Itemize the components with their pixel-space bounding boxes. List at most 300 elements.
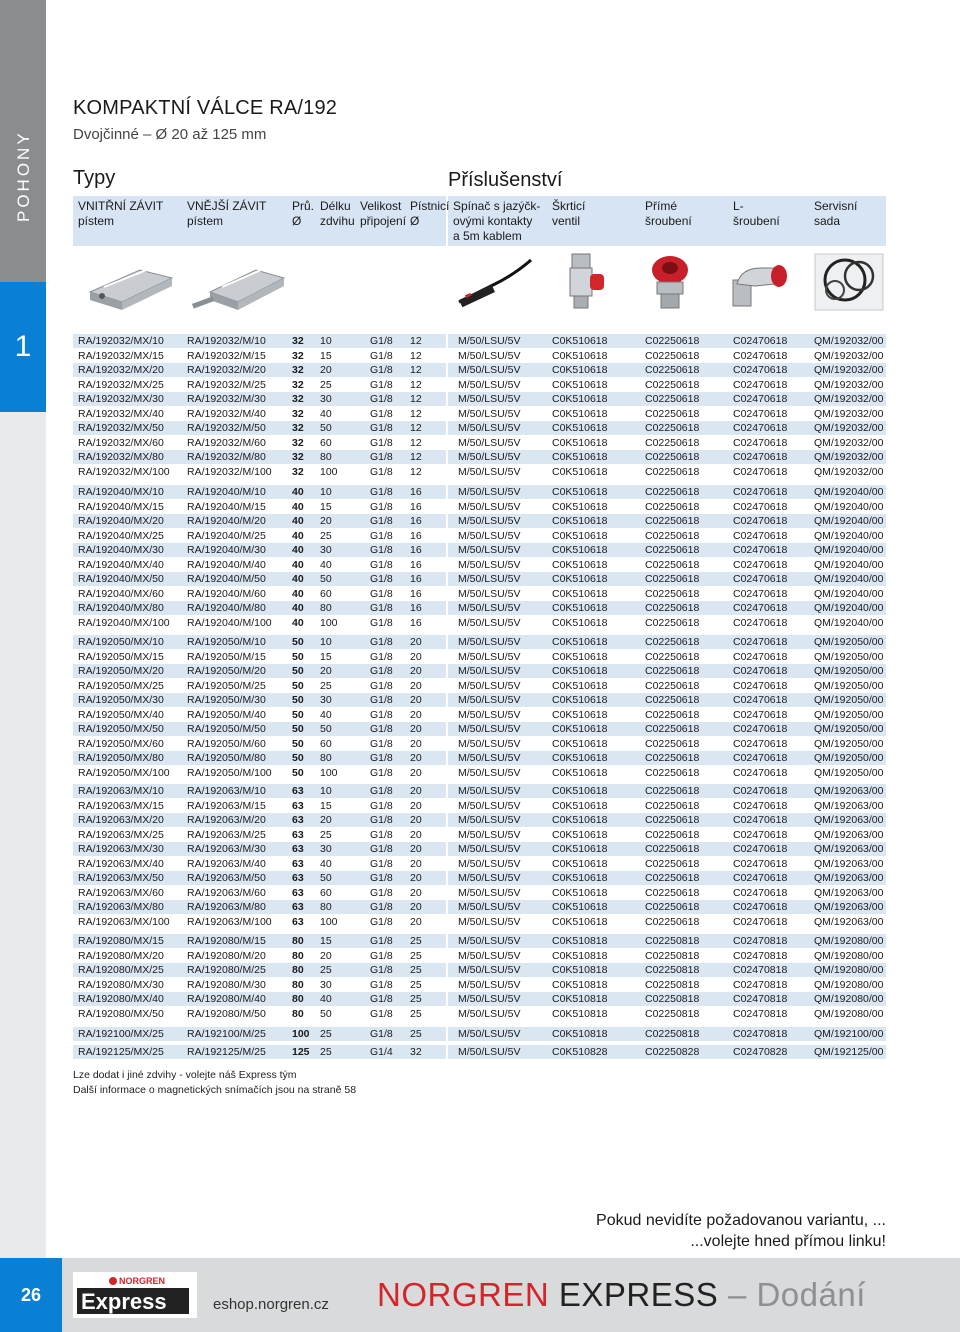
table-cell: C02470618 (733, 843, 788, 855)
table-cell: QM/192032/00 (814, 335, 884, 347)
table-cell: M/50/LSU/5V (458, 587, 521, 600)
table-cell: C0K510828 (552, 1046, 608, 1058)
table-cell: M/50/LSU/5V (458, 843, 521, 855)
table-cell: C02470618 (733, 872, 788, 884)
table-cell: C0K510818 (552, 964, 608, 976)
table-cell: QM/192100/00 (814, 1028, 884, 1040)
table-cell: QM/192050/00 (814, 636, 884, 648)
table-cell: 100 (320, 915, 338, 928)
table-cell: 20 (410, 665, 422, 677)
table-cell: C0K510618 (552, 451, 608, 463)
table-cell: QM/192063/00 (814, 872, 884, 884)
table-cell: G1/8 (370, 949, 393, 962)
table-cell: M/50/LSU/5V (458, 694, 521, 706)
table-cell: M/50/LSU/5V (458, 393, 521, 405)
table-cell: RA/192040/MX/60 (78, 587, 164, 600)
table-cell: 32 (292, 393, 304, 405)
table-cell: 20 (410, 679, 422, 692)
table-cell: 20 (320, 814, 332, 826)
table-cell: C0K510618 (552, 636, 608, 648)
table-row (0, 992, 960, 1006)
table-row (0, 514, 960, 528)
table-cell: QM/192063/00 (814, 785, 884, 797)
table-cell: C0K510618 (552, 857, 608, 870)
table-row (0, 871, 960, 885)
table-cell: C02470618 (733, 886, 788, 899)
table-cell: M/50/LSU/5V (458, 799, 521, 812)
table-cell: C02470618 (733, 694, 788, 706)
table-row (0, 693, 960, 707)
table-cell: 40 (292, 486, 304, 498)
table-row (0, 436, 960, 450)
table-cell: 15 (320, 799, 332, 812)
table-cell: 50 (292, 636, 304, 648)
table-cell: RA/192063/MX/100 (78, 915, 170, 928)
table-cell: QM/192080/00 (814, 949, 884, 962)
table-cell: C02470618 (733, 544, 788, 556)
table-cell: G1/8 (370, 407, 393, 420)
table-cell: C0K510818 (552, 949, 608, 962)
table-cell: G1/8 (370, 650, 393, 663)
table-cell: C02470618 (733, 752, 788, 764)
table-cell: C02470618 (733, 515, 788, 527)
table-cell: RA/192032/M/60 (187, 436, 266, 449)
footer-slogan (377, 1276, 866, 1314)
col-internal-thread: VNITŘNÍ ZÁVIT pístem (78, 199, 164, 228)
table-cell: C02470618 (733, 349, 788, 362)
table-cell: C02470618 (733, 901, 788, 913)
table-cell: C0K510618 (552, 486, 608, 498)
table-cell: M/50/LSU/5V (458, 602, 521, 614)
table-cell: 80 (320, 451, 332, 463)
table-cell: M/50/LSU/5V (458, 1007, 521, 1020)
table-row (0, 363, 960, 377)
table-cell: 10 (320, 636, 332, 648)
table-cell: C02250818 (645, 1028, 700, 1040)
table-cell: 63 (292, 857, 304, 870)
table-cell: 32 (292, 407, 304, 420)
table-cell: QM/192063/00 (814, 799, 884, 812)
table-cell: RA/192080/MX/15 (78, 935, 164, 947)
table-row (0, 485, 960, 499)
table-cell: G1/8 (370, 378, 393, 391)
table-row (0, 543, 960, 557)
table-cell: 40 (320, 993, 332, 1005)
table-cell: M/50/LSU/5V (458, 935, 521, 947)
table-cell: 16 (410, 558, 422, 571)
table-cell: C02250618 (645, 886, 700, 899)
table-cell: G1/8 (370, 486, 393, 498)
table-cell: 20 (410, 843, 422, 855)
table-cell: 40 (320, 857, 332, 870)
table-row (0, 378, 960, 392)
table-row (0, 949, 960, 963)
table-cell: QM/192040/00 (814, 486, 884, 498)
table-row (0, 650, 960, 664)
table-cell: C0K510618 (552, 587, 608, 600)
table-cell: 60 (320, 886, 332, 899)
table-row (0, 784, 960, 798)
table-row (0, 915, 960, 929)
table-cell: 20 (320, 949, 332, 962)
notes (73, 1068, 356, 1098)
table-cell: C02470828 (733, 1046, 788, 1058)
table-cell: 40 (292, 515, 304, 527)
table-cell: 80 (292, 1007, 304, 1020)
table-cell: RA/192063/MX/60 (78, 886, 164, 899)
table-cell: RA/192050/M/20 (187, 665, 266, 677)
table-cell: RA/192125/M/25 (187, 1046, 266, 1058)
table-row (0, 421, 960, 435)
table-cell: 12 (410, 451, 422, 463)
table-cell: G1/8 (370, 349, 393, 362)
table-cell: RA/192040/M/25 (187, 529, 266, 542)
table-cell: C0K510618 (552, 843, 608, 855)
table-cell: RA/192050/M/60 (187, 737, 266, 750)
table-cell: G1/8 (370, 872, 393, 884)
table-cell: 50 (292, 752, 304, 764)
table-cell: G1/8 (370, 1028, 393, 1040)
table-cell: C02250618 (645, 650, 700, 663)
table-cell: C02250618 (645, 752, 700, 764)
slogan-delivery: – Dodání (727, 1276, 866, 1313)
table-cell: M/50/LSU/5V (458, 679, 521, 692)
table-cell: C02250618 (645, 349, 700, 362)
table-cell: 32 (292, 465, 304, 478)
table-row (0, 664, 960, 678)
table-cell: RA/192032/M/80 (187, 451, 266, 463)
table-cell: C0K510618 (552, 378, 608, 391)
table-cell: C02470618 (733, 451, 788, 463)
table-cell: C02250618 (645, 785, 700, 797)
table-cell: RA/192125/MX/25 (78, 1046, 164, 1058)
table-cell: M/50/LSU/5V (458, 636, 521, 648)
table-cell: 32 (292, 451, 304, 463)
table-cell: RA/192050/M/100 (187, 766, 272, 779)
table-cell: C02470618 (733, 587, 788, 600)
table-row (0, 842, 960, 856)
table-cell: 15 (320, 349, 332, 362)
table-cell: 32 (292, 364, 304, 376)
website-link[interactable]: eshop.norgren.cz (213, 1296, 329, 1313)
table-cell: C02470618 (733, 737, 788, 750)
table-cell: 50 (292, 694, 304, 706)
table-cell: 50 (292, 650, 304, 663)
table-cell: C02250818 (645, 978, 700, 991)
table-cell: 32 (292, 349, 304, 362)
table-cell: QM/192080/00 (814, 978, 884, 991)
table-cell: G1/8 (370, 393, 393, 405)
table-cell: C02470618 (733, 679, 788, 692)
table-cell: RA/192032/MX/30 (78, 393, 164, 405)
table-cell: C02470618 (733, 407, 788, 420)
table-cell: G1/4 (370, 1046, 393, 1058)
table-cell: G1/8 (370, 515, 393, 527)
table-cell: G1/8 (370, 573, 393, 585)
table-cell: C02250618 (645, 723, 700, 735)
table-cell: 63 (292, 785, 304, 797)
table-cell: C02250618 (645, 814, 700, 826)
table-cell: QM/192080/00 (814, 1007, 884, 1020)
table-cell: C02470818 (733, 1007, 788, 1020)
table-cell: C0K510818 (552, 978, 608, 991)
logo-top-text: NORGREN (119, 1276, 166, 1286)
table-cell: 20 (320, 665, 332, 677)
table-cell: 50 (292, 708, 304, 721)
table-cell: C02470818 (733, 964, 788, 976)
table-cell: C0K510618 (552, 708, 608, 721)
table-cell: QM/192063/00 (814, 828, 884, 841)
table-cell: RA/192032/MX/60 (78, 436, 164, 449)
table-cell: 25 (320, 679, 332, 692)
table-cell: 32 (292, 436, 304, 449)
table-cell: QM/192032/00 (814, 349, 884, 362)
table-cell: 50 (320, 1007, 332, 1020)
table-cell: RA/192040/M/80 (187, 602, 266, 614)
table-cell: 125 (292, 1046, 310, 1058)
table-cell: G1/8 (370, 422, 393, 434)
page-subtitle: Dvojčinné – Ø 20 až 125 mm (73, 126, 267, 143)
table-cell: M/50/LSU/5V (458, 708, 521, 721)
table-cell: G1/8 (370, 500, 393, 513)
table-cell: C02250828 (645, 1046, 700, 1058)
side-section-tab (0, 0, 46, 282)
table-cell: RA/192040/M/10 (187, 486, 266, 498)
table-cell: C0K510618 (552, 616, 608, 629)
table-cell: 16 (410, 587, 422, 600)
table-cell: QM/192063/00 (814, 901, 884, 913)
table-cell: C02250818 (645, 949, 700, 962)
table-cell: 50 (320, 723, 332, 735)
table-cell: 10 (320, 785, 332, 797)
table-cell: 12 (410, 349, 422, 362)
table-cell: QM/192040/00 (814, 587, 884, 600)
table-cell: QM/192032/00 (814, 364, 884, 376)
table-cell: 10 (320, 335, 332, 347)
table-cell: M/50/LSU/5V (458, 901, 521, 913)
table-cell: 25 (410, 978, 422, 991)
table-cell: 100 (320, 766, 338, 779)
table-cell: M/50/LSU/5V (458, 422, 521, 434)
table-cell: RA/192063/M/100 (187, 915, 272, 928)
table-cell: RA/192032/MX/100 (78, 465, 170, 478)
table-cell: C02470618 (733, 616, 788, 629)
norgren-express-logo[interactable] (73, 1272, 197, 1318)
straight-fitting-photo (643, 250, 697, 314)
table-cell: M/50/LSU/5V (458, 558, 521, 571)
table-cell: 15 (320, 500, 332, 513)
table-cell: QM/192050/00 (814, 723, 884, 735)
table-cell: M/50/LSU/5V (458, 857, 521, 870)
table-cell: RA/192032/MX/10 (78, 335, 164, 347)
table-cell: 100 (320, 616, 338, 629)
table-cell: 20 (410, 636, 422, 648)
table-cell: 80 (292, 978, 304, 991)
table-cell: 63 (292, 901, 304, 913)
table-cell: G1/8 (370, 993, 393, 1005)
table-cell: RA/192063/MX/25 (78, 828, 164, 841)
table-cell: C02470618 (733, 422, 788, 434)
table-cell: 32 (292, 378, 304, 391)
table-cell: G1/8 (370, 694, 393, 706)
table-cell: QM/192040/00 (814, 529, 884, 542)
table-cell: C0K510618 (552, 814, 608, 826)
table-cell: G1/8 (370, 737, 393, 750)
table-cell: C02250618 (645, 422, 700, 434)
table-cell: QM/192032/00 (814, 436, 884, 449)
table-cell: RA/192040/MX/100 (78, 616, 170, 629)
table-cell: M/50/LSU/5V (458, 335, 521, 347)
table-row (0, 334, 960, 348)
table-cell: 80 (292, 949, 304, 962)
table-cell: C02250618 (645, 451, 700, 463)
table-cell: QM/192125/00 (814, 1046, 884, 1058)
section-label: POHONY (14, 130, 33, 222)
table-cell: 40 (292, 602, 304, 614)
table-cell: QM/192040/00 (814, 515, 884, 527)
table-row (0, 708, 960, 722)
table-cell: RA/192040/M/100 (187, 616, 272, 629)
table-cell: C02470618 (733, 650, 788, 663)
table-cell: 60 (320, 737, 332, 750)
table-row (0, 1045, 960, 1059)
table-cell: C02250618 (645, 857, 700, 870)
table-cell: M/50/LSU/5V (458, 828, 521, 841)
table-cell: RA/192040/M/15 (187, 500, 266, 513)
table-row (0, 1027, 960, 1041)
table-cell: C02250618 (645, 602, 700, 614)
table-row (0, 616, 960, 630)
table-cell: C0K510618 (552, 886, 608, 899)
table-cell: QM/192080/00 (814, 935, 884, 947)
table-cell: 15 (320, 935, 332, 947)
table-cell: M/50/LSU/5V (458, 650, 521, 663)
table-row (0, 635, 960, 649)
table-cell: RA/192063/M/25 (187, 828, 266, 841)
promo-text (596, 1210, 886, 1252)
col-external-thread: VNĚJŠÍ ZÁVIT pístem (187, 199, 267, 228)
table-cell: G1/8 (370, 436, 393, 449)
table-cell: 63 (292, 828, 304, 841)
table-cell: QM/192063/00 (814, 857, 884, 870)
table-cell: RA/192040/M/30 (187, 544, 266, 556)
table-cell: M/50/LSU/5V (458, 964, 521, 976)
table-cell: QM/192040/00 (814, 602, 884, 614)
table-cell: 25 (320, 378, 332, 391)
table-cell: C02250618 (645, 915, 700, 928)
table-cell: 60 (320, 436, 332, 449)
page-title: KOMPAKTNÍ VÁLCE RA/192 (73, 97, 338, 119)
table-cell: RA/192032/MX/15 (78, 349, 164, 362)
table-cell: 63 (292, 915, 304, 928)
table-cell: 16 (410, 602, 422, 614)
table-cell: C02470618 (733, 500, 788, 513)
table-cell: 12 (410, 465, 422, 478)
table-cell: C02470618 (733, 665, 788, 677)
table-cell: M/50/LSU/5V (458, 349, 521, 362)
slogan-express: EXPRESS (558, 1276, 719, 1313)
table-cell: C02250618 (645, 665, 700, 677)
table-cell: 20 (410, 723, 422, 735)
table-cell: G1/8 (370, 752, 393, 764)
table-cell: RA/192063/M/30 (187, 843, 266, 855)
table-cell: 63 (292, 886, 304, 899)
cylinder-external-photo (188, 250, 288, 320)
table-row (0, 857, 960, 871)
table-cell: C02470618 (733, 529, 788, 542)
table-cell: QM/192063/00 (814, 843, 884, 855)
table-row (0, 407, 960, 421)
table-cell: C0K510618 (552, 515, 608, 527)
col-stroke: Délku zdvihu (320, 199, 355, 228)
table-row (0, 349, 960, 363)
table-cell: 20 (320, 515, 332, 527)
table-cell: RA/192050/MX/30 (78, 694, 164, 706)
elbow-fitting-photo (725, 250, 791, 314)
table-cell: 16 (410, 529, 422, 542)
table-row (0, 799, 960, 813)
table-cell: G1/8 (370, 335, 393, 347)
col-throttle: Škrticí ventil (552, 199, 586, 228)
table-cell: RA/192100/M/25 (187, 1028, 266, 1040)
table-cell: RA/192032/M/100 (187, 465, 272, 478)
table-cell: M/50/LSU/5V (458, 1028, 521, 1040)
table-cell: G1/8 (370, 1007, 393, 1020)
table-row (0, 978, 960, 992)
table-cell: M/50/LSU/5V (458, 573, 521, 585)
table-cell: 40 (292, 587, 304, 600)
table-cell: 40 (320, 407, 332, 420)
table-cell: QM/192050/00 (814, 766, 884, 779)
table-cell: C02250618 (645, 843, 700, 855)
table-cell: C0K510618 (552, 436, 608, 449)
table-cell: 20 (410, 708, 422, 721)
table-cell: C0K510618 (552, 752, 608, 764)
table-cell: G1/8 (370, 451, 393, 463)
table-cell: G1/8 (370, 814, 393, 826)
table-cell: 50 (292, 665, 304, 677)
table-cell: RA/192032/M/15 (187, 349, 266, 362)
table-cell: M/50/LSU/5V (458, 515, 521, 527)
table-cell: C02470618 (733, 465, 788, 478)
table-cell: 40 (292, 616, 304, 629)
table-cell: G1/8 (370, 529, 393, 542)
table-cell: RA/192040/MX/40 (78, 558, 164, 571)
table-cell: RA/192040/MX/50 (78, 573, 164, 585)
col-rod: Pístnicí Ø (410, 199, 450, 228)
cylinder-internal-photo (80, 250, 180, 320)
table-cell: M/50/LSU/5V (458, 872, 521, 884)
table-cell: 25 (320, 964, 332, 976)
table-cell: 80 (292, 964, 304, 976)
table-cell: 25 (410, 1028, 422, 1040)
table-cell: RA/192080/MX/40 (78, 993, 164, 1005)
table-cell: QM/192032/00 (814, 422, 884, 434)
table-cell: RA/192063/M/60 (187, 886, 266, 899)
table-cell: QM/192050/00 (814, 752, 884, 764)
table-cell: 25 (410, 949, 422, 962)
table-cell: RA/192063/M/20 (187, 814, 266, 826)
table-cell: RA/192050/MX/20 (78, 665, 164, 677)
table-cell: C02250618 (645, 587, 700, 600)
table-cell: C02250818 (645, 993, 700, 1005)
col-elbow: L- šroubení (733, 199, 780, 228)
table-cell: QM/192040/00 (814, 616, 884, 629)
table-cell: QM/192080/00 (814, 993, 884, 1005)
col-straight: Přímé šroubení (645, 199, 692, 228)
table-cell: RA/192063/M/40 (187, 857, 266, 870)
table-cell: QM/192050/00 (814, 694, 884, 706)
